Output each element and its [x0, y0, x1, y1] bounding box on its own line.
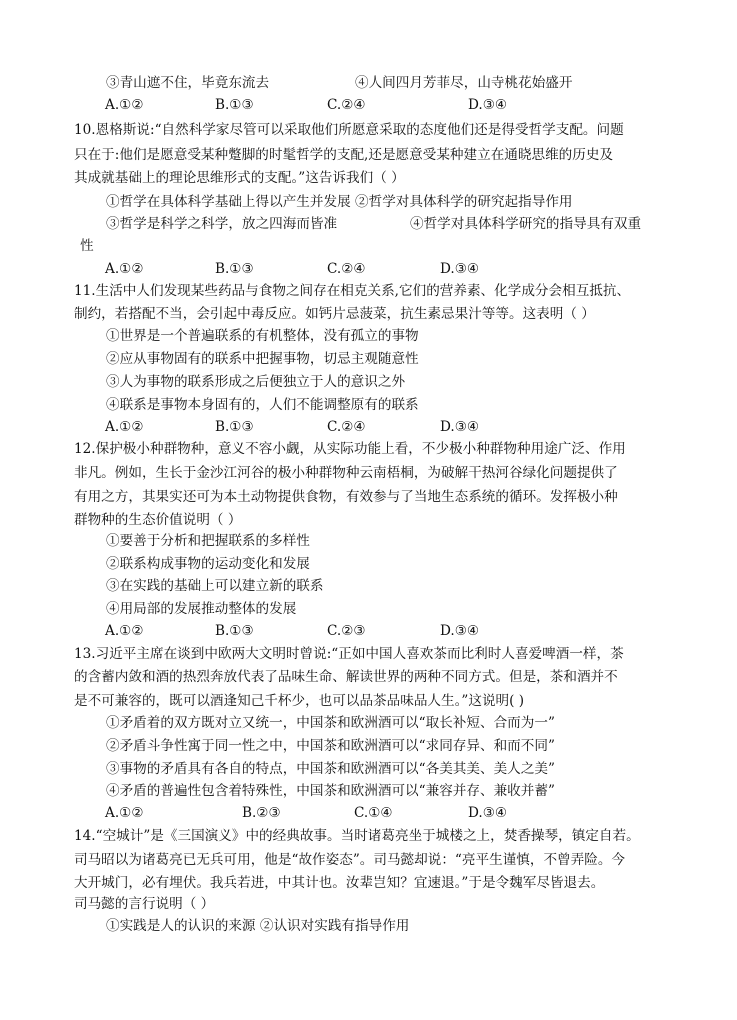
q11-option-d: D.③④	[440, 419, 480, 435]
q10-stem-line-2: 只在于:他们是愿意受某种蹩脚的时髦哲学的支配,还是愿意受某种建立在通晓思维的历史及	[74, 147, 614, 163]
q9-option-c: C.②④	[327, 97, 366, 113]
q12-option-d: D.③④	[440, 623, 480, 639]
q10-item-3: ③哲学是科学之科学，放之四海而皆准	[106, 216, 338, 232]
q12-stem-line-3: 有用之方，其果实还可为本土动物提供食物，有效参与了当地生态系统的循环。发挥极小种	[74, 489, 618, 505]
q9-option-b: B.①③	[215, 97, 254, 113]
q12-option-b: B.①③	[215, 623, 254, 639]
q12-stem-line-2: 非凡。例如，生长于金沙江河谷的极小种群物种云南梧桐，为破解干热河谷绿化问题提供了	[74, 465, 618, 481]
q14-stem-line-1: 14.“空城计”是《三国演义》中的经典故事。当时诸葛亮坐于城楼之上，焚香操琴，镇定自若。	[74, 828, 640, 844]
q12-item-2: ②联系构成事物的运动变化和发展	[106, 556, 310, 572]
q11-stem-line-2: 制约，若搭配不当，会引起中毒反应。如钙片忌菠菜，抗生素忌果汁等等。这表明（ ）	[74, 306, 595, 322]
q14-item-1-2: ①实践是人的认识的来源 ②认识对实践有指导作用	[106, 918, 410, 934]
q11-option-c: C.②④	[327, 419, 366, 435]
q12-item-4: ④用局部的发展推动整体的发展	[106, 601, 297, 617]
q10-stem-line-1: 10.恩格斯说:“自然科学家尽管可以采取他们所愿意采取的态度他们还是得受哲学支配。问题	[74, 122, 624, 138]
q13-item-4: ④矛盾的普遍性包含着特殊性，中国茶和欧洲酒可以“兼容并存、兼收并蓄”	[106, 783, 555, 799]
q10-stem-line-3: 其成就基础上的理论思维形式的支配。”这告诉我们（ ）	[74, 170, 405, 186]
q13-item-2: ②矛盾斗争性寓于同一性之中，中国茶和欧洲酒可以“求同存异、和而不同”	[106, 738, 555, 754]
q13-option-b: B.②③	[242, 805, 281, 821]
q11-option-b: B.①③	[215, 419, 254, 435]
q13-option-d: D.③④	[468, 805, 508, 821]
q11-item-1: ①世界是一个普遍联系的有机整体，没有孤立的事物	[106, 328, 419, 344]
q11-item-2: ②应从事物固有的联系中把握事物，切忌主观随意性	[106, 351, 419, 367]
q12-option-a: A.①②	[105, 623, 144, 639]
q10-option-d: D.③④	[440, 261, 480, 277]
q12-stem-line-1: 12.保护极小种群物种，意义不容小觑，从实际功能上看，不少极小种群物种用途广泛、作用	[74, 441, 626, 457]
q10-item-4: ④哲学对具体科学研究的指导具有双重	[410, 216, 642, 232]
q13-option-c: C.①④	[354, 805, 393, 821]
q13-stem-line-1: 13.习近平主席在谈到中欧两大文明时曾说:“正如中国人喜欢茶而比利时人喜爱啤酒一样，茶	[74, 646, 624, 662]
q9-option-d: D.③④	[468, 97, 508, 113]
q13-stem-line-3: 是不可兼容的，既可以酒逢知己千杯少，也可以品茶品味品人生。”这说明( )	[74, 693, 525, 709]
q13-option-a: A.①②	[105, 805, 144, 821]
q11-item-4: ④联系是事物本身固有的，人们不能调整原有的联系	[106, 397, 419, 413]
q10-option-b: B.①③	[215, 261, 254, 277]
q11-stem-line-1: 11.生活中人们发现某些药品与食物之间存在相克关系,它们的营养素、化学成分会相互抵抗、	[74, 283, 631, 299]
q14-stem-line-4: 司马懿的言行说明（ ）	[74, 896, 215, 912]
q14-stem-line-2: 司马昭以为诸葛亮已无兵可用，他是“故作姿态”。司马懿却说：“亮平生谨慎，不曾弄险。今	[74, 852, 626, 868]
q12-option-c: C.②③	[327, 623, 366, 639]
q11-option-a: A.①②	[105, 419, 144, 435]
q9-item-3: ③青山遮不住，毕竟东流去	[106, 75, 270, 91]
q9-item-4: ④人间四月芳菲尽，山寺桃花始盛开	[355, 75, 573, 91]
q10-option-c: C.②④	[327, 261, 366, 277]
q11-item-3: ③人为事物的联系形成之后便独立于人的意识之外	[106, 374, 406, 390]
q10-item-1-2: ①哲学在具体科学基础上得以产生并发展 ②哲学对具体科学的研究起指导作用	[106, 194, 573, 210]
q9-option-a: A.①②	[105, 97, 144, 113]
q12-item-3: ③在实践的基础上可以建立新的联系	[106, 578, 324, 594]
q13-item-3: ③事物的矛盾具有各自的特点，中国茶和欧洲酒可以“各美其美、美人之美”	[106, 761, 555, 777]
q10-option-a: A.①②	[105, 261, 144, 277]
q10-item-4-wrap: 性	[80, 238, 94, 254]
q14-stem-line-3: 大开城门，必有埋伏。我兵若进，中其计也。汝辈岂知？宜速退。”于是令魏军尽皆退去。	[74, 875, 605, 891]
q12-stem-line-4: 群物种的生态价值说明（ ）	[74, 512, 242, 528]
q13-item-1: ①矛盾着的双方既对立又统一，中国茶和欧洲酒可以“取长补短、合而为一”	[106, 715, 555, 731]
q13-stem-line-2: 的含蓄内敛和酒的热烈奔放代表了品味生命、解读世界的两种不同方式。但是，茶和酒并不	[74, 669, 618, 685]
q12-item-1: ①要善于分析和把握联系的多样性	[106, 533, 310, 549]
